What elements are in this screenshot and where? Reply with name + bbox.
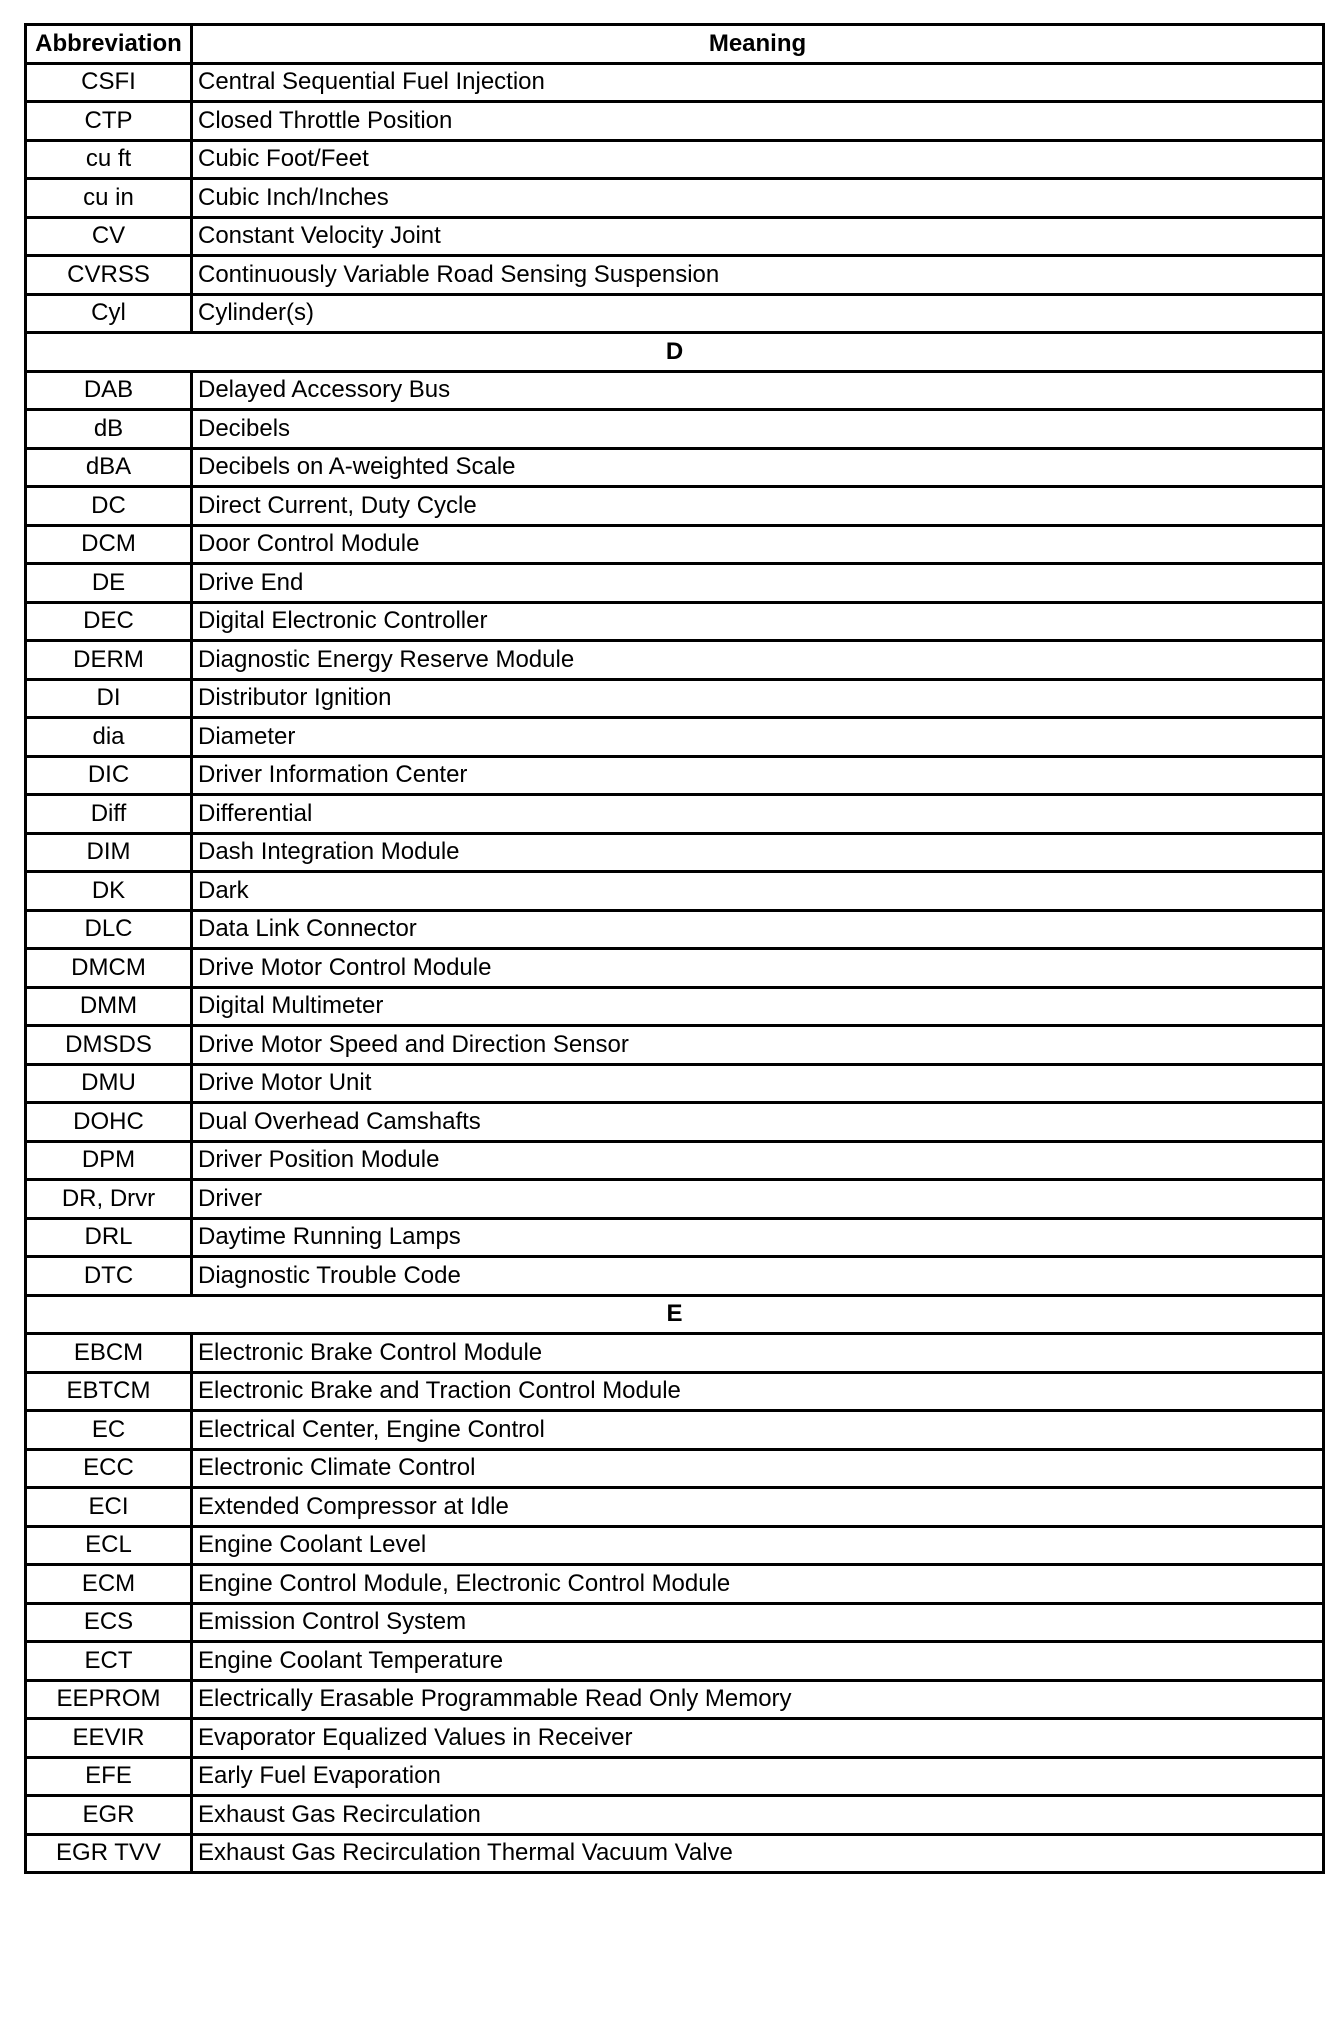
meaning-cell: Daytime Running Lamps	[192, 1218, 1324, 1257]
abbreviation-cell: ECI	[26, 1488, 192, 1527]
abbreviation-cell: CVRSS	[26, 256, 192, 295]
table-row	[26, 1526, 1324, 1565]
meaning-cell: Dash Integration Module	[192, 833, 1324, 872]
meaning-cell: Data Link Connector	[192, 910, 1324, 949]
table-row	[26, 371, 1324, 410]
abbreviation-cell: DIC	[26, 756, 192, 795]
abbreviation-cell: DERM	[26, 641, 192, 680]
abbreviation-cell: EEPROM	[26, 1680, 192, 1719]
abbreviation-cell: EGR	[26, 1796, 192, 1835]
meaning-cell: Decibels on A-weighted Scale	[192, 448, 1324, 487]
abbreviation-cell: EFE	[26, 1757, 192, 1796]
meaning-cell: Engine Control Module, Electronic Control Module	[192, 1565, 1324, 1604]
table-row	[26, 179, 1324, 218]
abbreviation-cell: EGR TVV	[26, 1834, 192, 1873]
meaning-cell: Dual Overhead Camshafts	[192, 1103, 1324, 1142]
table-row	[26, 1064, 1324, 1103]
table-row	[26, 987, 1324, 1026]
meaning-cell: Cubic Inch/Inches	[192, 179, 1324, 218]
table-row	[26, 1449, 1324, 1488]
table-row	[26, 448, 1324, 487]
meaning-cell: Diagnostic Trouble Code	[192, 1257, 1324, 1296]
abbreviation-cell: DMCM	[26, 949, 192, 988]
meaning-cell: Driver Position Module	[192, 1141, 1324, 1180]
abbreviation-cell: DI	[26, 679, 192, 718]
abbreviation-cell: ECL	[26, 1526, 192, 1565]
abbreviation-cell: dia	[26, 718, 192, 757]
abbreviation-cell: ECS	[26, 1603, 192, 1642]
meaning-cell: Drive Motor Control Module	[192, 949, 1324, 988]
meaning-cell: Electronic Brake Control Module	[192, 1334, 1324, 1373]
meaning-cell: Digital Electronic Controller	[192, 602, 1324, 641]
meaning-cell: Cylinder(s)	[192, 294, 1324, 333]
meaning-cell: Engine Coolant Temperature	[192, 1642, 1324, 1681]
table-row	[26, 910, 1324, 949]
abbreviation-cell: DR, Drvr	[26, 1180, 192, 1219]
table-row	[26, 102, 1324, 141]
abbreviation-cell: EBCM	[26, 1334, 192, 1373]
abbreviation-cell: EC	[26, 1411, 192, 1450]
meaning-cell: Drive Motor Unit	[192, 1064, 1324, 1103]
abbreviation-cell: DMM	[26, 987, 192, 1026]
table-row	[26, 872, 1324, 911]
meaning-cell: Decibels	[192, 410, 1324, 449]
meaning-cell: Diameter	[192, 718, 1324, 757]
abbreviation-cell: DAB	[26, 371, 192, 410]
table-row	[26, 1218, 1324, 1257]
table-row	[26, 294, 1324, 333]
meaning-cell: Driver Information Center	[192, 756, 1324, 795]
table-row	[26, 718, 1324, 757]
table-row	[26, 1565, 1324, 1604]
table-row	[26, 1411, 1324, 1450]
abbreviation-cell: CTP	[26, 102, 192, 141]
table-row	[26, 1180, 1324, 1219]
meaning-cell: Electrically Erasable Programmable Read Only Memory	[192, 1680, 1324, 1719]
abbreviation-column-header: Abbreviation	[26, 25, 192, 64]
abbreviation-cell: DC	[26, 487, 192, 526]
abbreviation-cell: DCM	[26, 525, 192, 564]
table-row	[26, 1103, 1324, 1142]
table-row	[26, 679, 1324, 718]
meaning-cell: Early Fuel Evaporation	[192, 1757, 1324, 1796]
meaning-cell: Cubic Foot/Feet	[192, 140, 1324, 179]
table-row	[26, 1603, 1324, 1642]
meaning-cell: Exhaust Gas Recirculation Thermal Vacuum Valve	[192, 1834, 1324, 1873]
table-row	[26, 1680, 1324, 1719]
meaning-cell: Diagnostic Energy Reserve Module	[192, 641, 1324, 680]
abbreviation-cell: ECT	[26, 1642, 192, 1681]
meaning-cell: Extended Compressor at Idle	[192, 1488, 1324, 1527]
meaning-cell: Central Sequential Fuel Injection	[192, 63, 1324, 102]
abbreviation-cell: ECM	[26, 1565, 192, 1604]
meaning-cell: Electrical Center, Engine Control	[192, 1411, 1324, 1450]
table-row	[26, 1141, 1324, 1180]
abbreviation-cell: DE	[26, 564, 192, 603]
table-row	[26, 525, 1324, 564]
abbreviation-cell: DEC	[26, 602, 192, 641]
meaning-cell: Constant Velocity Joint	[192, 217, 1324, 256]
abbreviation-cell: CV	[26, 217, 192, 256]
meaning-cell: Exhaust Gas Recirculation	[192, 1796, 1324, 1835]
meaning-cell: Direct Current, Duty Cycle	[192, 487, 1324, 526]
abbreviation-cell: DTC	[26, 1257, 192, 1296]
table-row	[26, 1757, 1324, 1796]
section-header-row	[26, 1295, 1324, 1334]
meaning-cell: Digital Multimeter	[192, 987, 1324, 1026]
table-row	[26, 756, 1324, 795]
meaning-cell: Closed Throttle Position	[192, 102, 1324, 141]
meaning-cell: Engine Coolant Level	[192, 1526, 1324, 1565]
abbreviation-cell: cu ft	[26, 140, 192, 179]
table-row	[26, 949, 1324, 988]
table-row	[26, 602, 1324, 641]
table-row	[26, 641, 1324, 680]
meaning-cell: Delayed Accessory Bus	[192, 371, 1324, 410]
abbreviation-table	[24, 23, 1325, 1874]
section-letter: D	[26, 333, 1324, 372]
abbreviation-cell: DOHC	[26, 1103, 192, 1142]
table-row	[26, 487, 1324, 526]
abbreviation-cell: Diff	[26, 795, 192, 834]
table-row	[26, 1642, 1324, 1681]
table-row	[26, 256, 1324, 295]
meaning-cell: Electronic Climate Control	[192, 1449, 1324, 1488]
abbreviation-cell: CSFI	[26, 63, 192, 102]
table-row	[26, 410, 1324, 449]
table-row	[26, 140, 1324, 179]
meaning-cell: Driver	[192, 1180, 1324, 1219]
table-row	[26, 1334, 1324, 1373]
abbreviation-cell: DIM	[26, 833, 192, 872]
abbreviation-cell: dB	[26, 410, 192, 449]
abbreviation-cell: DLC	[26, 910, 192, 949]
abbreviation-cell: DMU	[26, 1064, 192, 1103]
table-row	[26, 1026, 1324, 1065]
abbreviation-cell: ECC	[26, 1449, 192, 1488]
abbreviation-cell: DMSDS	[26, 1026, 192, 1065]
abbreviation-cell: cu in	[26, 179, 192, 218]
table-row	[26, 1488, 1324, 1527]
table-row	[26, 1372, 1324, 1411]
table-row	[26, 217, 1324, 256]
meaning-cell: Evaporator Equalized Values in Receiver	[192, 1719, 1324, 1758]
meaning-cell: Dark	[192, 872, 1324, 911]
table-row	[26, 833, 1324, 872]
table-row	[26, 1257, 1324, 1296]
meaning-cell: Continuously Variable Road Sensing Suspension	[192, 256, 1324, 295]
table-row	[26, 564, 1324, 603]
meaning-cell: Distributor Ignition	[192, 679, 1324, 718]
section-header-row	[26, 333, 1324, 372]
meaning-cell: Emission Control System	[192, 1603, 1324, 1642]
meaning-cell: Differential	[192, 795, 1324, 834]
abbreviation-cell: DRL	[26, 1218, 192, 1257]
table-body	[26, 63, 1324, 1873]
meaning-cell: Electronic Brake and Traction Control Module	[192, 1372, 1324, 1411]
table-row	[26, 1719, 1324, 1758]
table-row	[26, 1834, 1324, 1873]
table-row	[26, 1796, 1324, 1835]
meaning-column-header: Meaning	[192, 25, 1324, 64]
table-row	[26, 63, 1324, 102]
meaning-cell: Drive Motor Speed and Direction Sensor	[192, 1026, 1324, 1065]
abbreviation-cell: dBA	[26, 448, 192, 487]
abbreviation-cell: DK	[26, 872, 192, 911]
table-row	[26, 795, 1324, 834]
meaning-cell: Drive End	[192, 564, 1324, 603]
section-letter: E	[26, 1295, 1324, 1334]
abbreviation-cell: EEVIR	[26, 1719, 192, 1758]
meaning-cell: Door Control Module	[192, 525, 1324, 564]
abbreviation-cell: EBTCM	[26, 1372, 192, 1411]
abbreviation-cell: DPM	[26, 1141, 192, 1180]
header-row	[26, 25, 1324, 64]
abbreviation-cell: Cyl	[26, 294, 192, 333]
